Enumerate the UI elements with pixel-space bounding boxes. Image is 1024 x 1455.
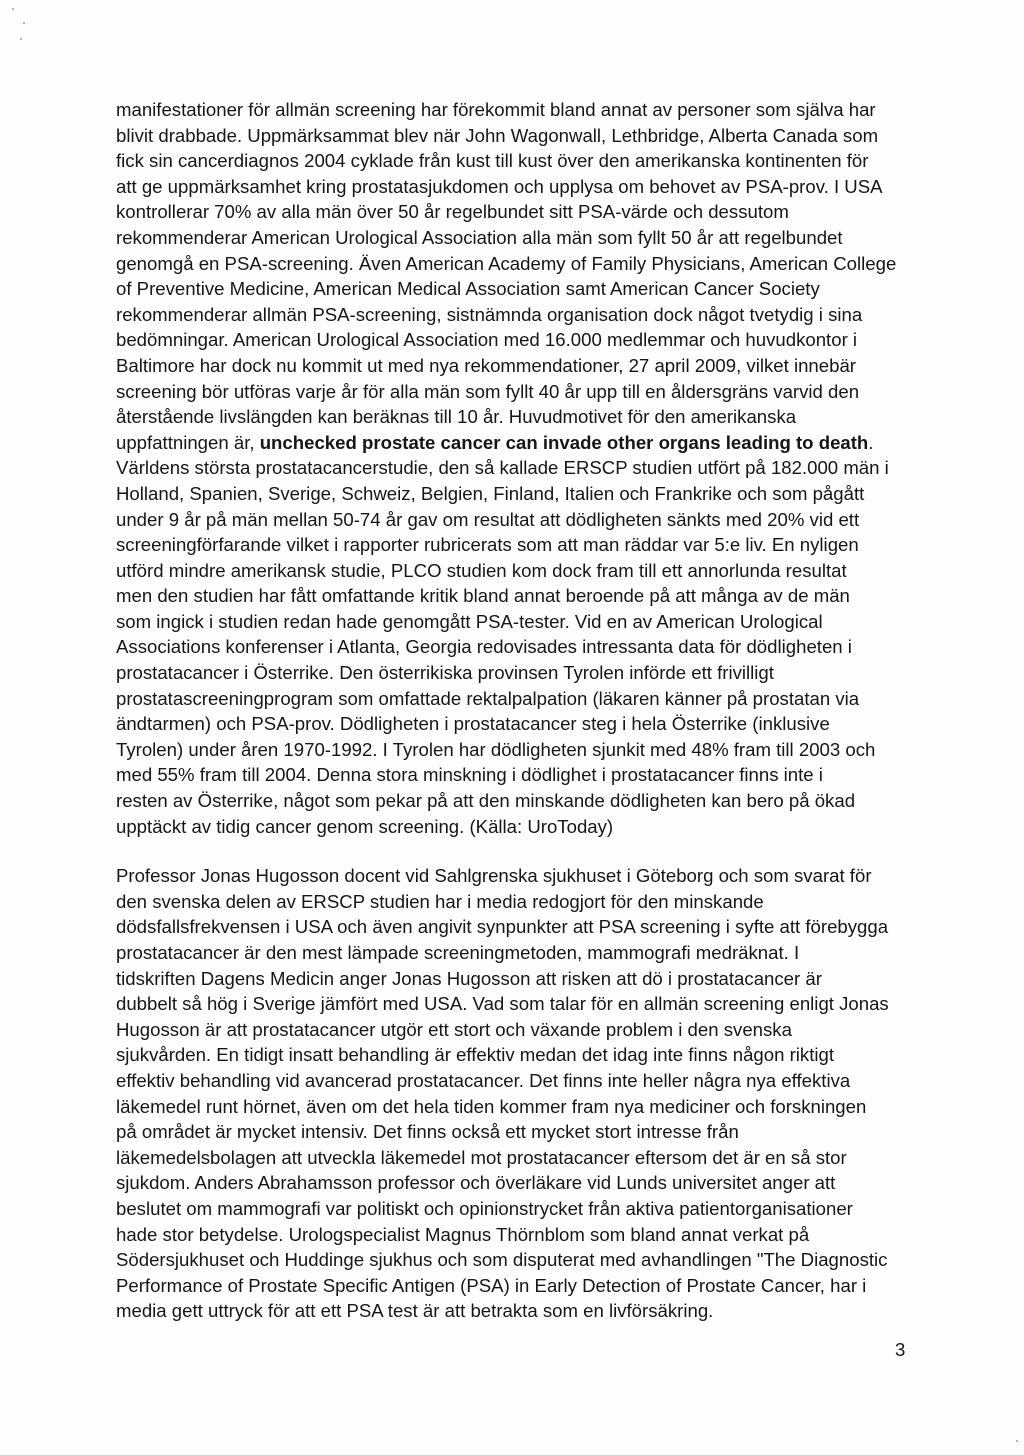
text-line: screening bör utföras varje år för alla män som fyllt 40 år upp till en åldersgräns varvid den <box>116 380 860 402</box>
text-line: hade stor betydelse. Urologspecialist Magnus Thörnblom som bland annat verkat på <box>116 1223 810 1245</box>
text-line: Tyrolen) under åren 1970-1992. I Tyrolen har dödligheten sjunkit med 48% fram till 2003 och <box>116 738 876 760</box>
text-line: Holland, Spanien, Sverige, Schweiz, Belgien, Finland, Italien och Frankrike och som pågått <box>116 482 865 504</box>
text-line: Professor Jonas Hugosson docent vid Sahlgrenska sjukhuset i Göteborg och som svarat för <box>116 865 872 887</box>
scan-speck <box>12 8 14 10</box>
text-line: utförd mindre amerikansk studie, PLCO studien kom dock fram till ett annorlunda resultat <box>116 559 847 581</box>
text-line: effektiv behandling vid avancerad prostatacancer. Det finns inte heller några nya effektiva <box>116 1069 851 1091</box>
scan-speck <box>1016 1440 1018 1442</box>
text-line: på området är mycket intensiv. Det finns också ett mycket stort intresse från <box>116 1121 739 1143</box>
text-line: resten av Österrike, något som pekar på att den minskande dödligheten kan bero på ökad <box>116 790 856 812</box>
page-number: 3 <box>895 1339 906 1360</box>
text-line: kontrollerar 70% av alla män över 50 år regelbundet sitt PSA-värde och dessutom <box>116 201 789 223</box>
text-line: rekommenderar allmän PSA-screening, sistnämnda organisation dock något tvetydig i sina <box>116 303 863 325</box>
text-line: prostatascreeningprogram som omfattade rektalpalpation (läkaren känner på prostatan via <box>116 687 860 709</box>
text-line: fick sin cancerdiagnos 2004 cyklade från kust till kust över den amerikanska kontinenten för <box>116 150 869 172</box>
text-line: tidskriften Dagens Medicin anger Jonas Hugosson att risken att dö i prostatacancer är <box>116 967 822 989</box>
text-line: genomgå en PSA-screening. Även American Academy of Family Physicians, American College <box>116 252 897 274</box>
bold-quote: unchecked prostate cancer can invade other organs leading to death <box>259 431 869 453</box>
text-line: men den studien har fått omfattande kritik bland annat beroende på att många av de män <box>116 585 850 607</box>
text-line: screeningförfarande vilket i rapporter rubricerats som att man räddar var 5:e liv. En nyligen <box>116 534 859 556</box>
text-line: upptäckt av tidig cancer genom screening. (Källa: UroToday) <box>116 815 614 837</box>
text-line: blivit drabbade. Uppmärksammat blev när John Wagonwall, Lethbridge, Alberta Canada som <box>116 124 879 146</box>
text-line: media gett uttryck för att ett PSA test är att betrakta som en livförsäkring. <box>116 1300 714 1322</box>
text-line: som ingick i studien redan hade genomgått PSA-tester. Vid en av American Urological <box>116 610 823 632</box>
text-line: läkemedelsbolagen att utveckla läkemedel mot prostatacancer eftersom det är en så stor <box>116 1146 847 1168</box>
text-line: den svenska delen av ERSCP studien har i media redogjort för den minskande <box>116 890 764 912</box>
text-line: ändtarmen) och PSA-prov. Dödligheten i prostatacancer steg i hela Österrike (inklusive <box>116 713 830 735</box>
text-line: Hugosson är att prostatacancer utgör ett stort och växande problem i den svenska <box>116 1018 792 1040</box>
text-line: Världens största prostatacancerstudie, den så kallade ERSCP studien utfört på 182.000 män i <box>116 457 889 479</box>
text-line: återstående livslängden kan beräknas till 10 år. Huvudmotivet för den amerikanska <box>116 406 797 428</box>
text-line: sjukdom. Anders Abrahamsson professor och överläkare vid Lunds universitet anger att <box>116 1172 836 1194</box>
text-line: Baltimore har dock nu kommit ut med nya rekommendationer, 27 april 2009, vilket innebär <box>116 354 856 376</box>
text-line: sjukvården. En tidigt insatt behandling är effektiv medan det idag inte finns någon riktigt <box>116 1044 835 1066</box>
text-line: rekommenderar American Urological Association alla män som fyllt 50 år att regelbundet <box>116 226 843 248</box>
text-line: att ge uppmärksamhet kring prostatasjukdomen och upplysa om behovet av PSA-prov. I USA <box>116 175 883 197</box>
text-line: prostatacancer i Österrike. Den österrikiska provinsen Tyrolen införde ett frivilligt <box>116 662 774 684</box>
text-line: dubbelt så hög i Sverige jämfört med USA. Vad som talar för en allmän screening enligt Jonas <box>116 993 889 1015</box>
text-line: beslutet om mammografi var politiskt och opinionstrycket från aktiva patientorganisationer <box>116 1197 853 1219</box>
paragraph-1 <box>116 97 916 839</box>
text-line: prostatacancer är den mest lämpade screeningmetoden, mammografi medräknat. I <box>116 942 800 963</box>
text-line: under 9 år på män mellan 50-74 år gav om resultat att dödligheten sänkts med 20% vid ett <box>116 508 860 530</box>
scan-speck <box>20 38 22 40</box>
document-body <box>116 97 916 1324</box>
text-line: bedömningar. American Urological Association med 16.000 medlemmar och huvudkontor i <box>116 329 858 351</box>
text-segment: uppfattningen är, <box>116 431 260 453</box>
text-line: Performance of Prostate Specific Antigen (PSA) in Early Detection of Prostate Cancer, har i <box>116 1274 867 1296</box>
text-line: dödsfallsfrekvensen i USA och även angivit synpunkter att PSA screening i syfte att förebygga <box>116 916 889 938</box>
paragraph-2 <box>116 863 916 1324</box>
text-line: of Preventive Medicine, American Medical Association samt American Cancer Society <box>116 278 820 300</box>
text-line: manifestationer för allmän screening har förekommit bland annat av personer som själva har <box>116 99 876 120</box>
text-line: läkemedel runt hörnet, även om det hela tiden kommer fram nya mediciner och forskningen <box>116 1095 867 1117</box>
scan-speck <box>23 22 25 24</box>
text-line-with-emphasis <box>116 430 916 456</box>
text-line: Södersjukhuset och Huddinge sjukhus och som disputerat med avhandlingen "The Diagnostic <box>116 1249 888 1271</box>
text-segment: . <box>868 431 874 453</box>
text-line: Associations konferenser i Atlanta, Georgia redovisades intressanta data för dödligheten i <box>116 636 852 658</box>
text-line: med 55% fram till 2004. Denna stora minskning i dödlighet i prostatacancer finns inte i <box>116 764 823 786</box>
